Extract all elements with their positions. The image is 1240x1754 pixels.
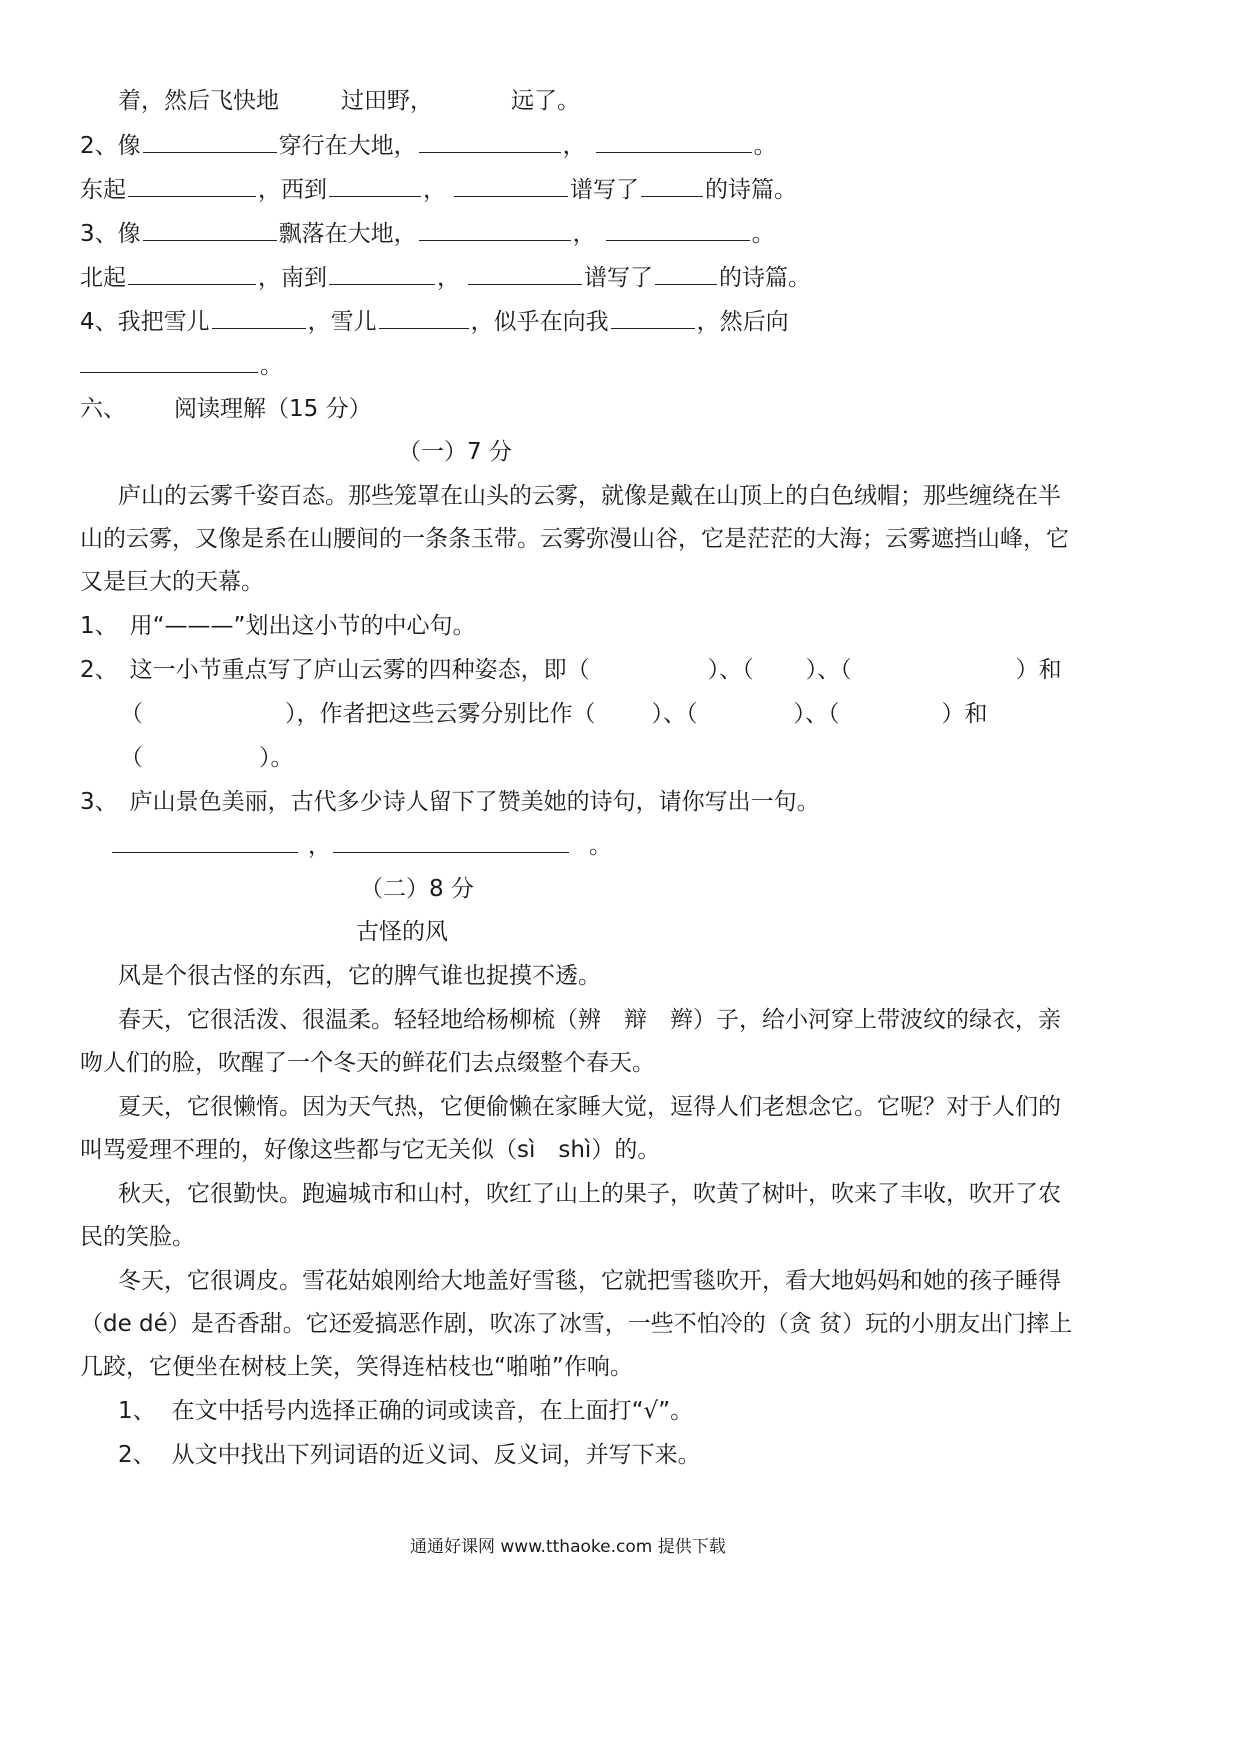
text: ）和 xyxy=(1015,657,1062,683)
text: 东起 xyxy=(80,177,126,203)
question-number: 1、 xyxy=(118,1398,156,1424)
question-text: 在文中括号内选择正确的词或读音，在上面打“√”。 xyxy=(171,1398,694,1424)
text: 我把雪儿 xyxy=(117,309,210,335)
text: 过田野， xyxy=(341,88,433,114)
answer-blank[interactable] xyxy=(641,174,703,197)
question-number: 2、 xyxy=(80,657,118,683)
text: 。 xyxy=(751,221,775,247)
text: 着，然后飞快地 xyxy=(118,88,279,114)
part1-title: （一）7 分 xyxy=(398,439,512,465)
s5-line1 xyxy=(118,86,580,116)
text: ，雪儿 xyxy=(307,309,377,335)
p1-question-3-answer xyxy=(112,830,612,861)
s5-q2b xyxy=(80,174,797,205)
question-number: 3、 xyxy=(80,221,118,247)
text: ）。 xyxy=(259,745,294,771)
text: 。 xyxy=(753,133,777,159)
s5-q4 xyxy=(80,306,789,337)
p1-question-3 xyxy=(80,787,820,817)
s5-q4b xyxy=(80,350,283,381)
answer-blank[interactable] xyxy=(143,218,277,241)
story-para: 秋天，它很勤快。跑遍城市和山村，吹红了山上的果子，吹黄了树叶，吹来了丰收，吹开了农 xyxy=(118,1181,1061,1207)
p1-question-2-cont xyxy=(120,699,988,729)
answer-blank[interactable] xyxy=(419,218,571,241)
answer-blank[interactable] xyxy=(329,262,435,285)
text: ，似乎在向我 xyxy=(470,309,609,335)
text: ）、（ xyxy=(651,701,698,727)
question-number: 2、 xyxy=(80,133,118,159)
answer-blank[interactable] xyxy=(212,306,306,329)
question-number: 1、 xyxy=(80,613,118,639)
text: ，然后向 xyxy=(696,309,789,335)
answer-blank[interactable] xyxy=(596,130,752,153)
story-para: 春天，它很活泼、很温柔。轻轻地给杨柳梳（辨 辩 辫）子，给小河穿上带波纹的绿衣，亲 xyxy=(118,1007,1061,1033)
s5-q3 xyxy=(80,218,775,249)
footer: 通通好课网 www.tthaoke.com 提供下载 xyxy=(410,1537,726,1557)
text: ， xyxy=(308,833,331,859)
s5-q2 xyxy=(80,130,777,161)
text: ）、（ xyxy=(805,657,852,683)
text: ， xyxy=(572,221,596,247)
s5-q3b xyxy=(80,262,811,293)
answer-blank[interactable] xyxy=(112,830,298,853)
text: 飘落在大地， xyxy=(278,221,417,247)
answer-blank[interactable] xyxy=(606,218,750,241)
text: 像 xyxy=(117,221,141,247)
question-number: 2、 xyxy=(118,1442,156,1468)
text: 谱写了 xyxy=(570,177,639,203)
text: ，南到 xyxy=(258,265,327,291)
answer-blank[interactable] xyxy=(454,174,568,197)
story-para: （de dé）是否香甜。它还爱搞恶作剧，吹冻了冰雪，一些不怕冷的（贪 贫）玩的小朋友出门摔上 xyxy=(80,1311,1073,1337)
section-number: 六、 xyxy=(80,396,126,422)
text: ， xyxy=(437,265,460,291)
text: 这一小节重点写了庐山云雾的四种姿态，即（ xyxy=(129,657,590,683)
story-para: 夏天，它很懒惰。因为天气热，它便偷懒在家睡大觉，逗得人们老想念它。它呢？对于人们的 xyxy=(118,1094,1061,1120)
answer-blank[interactable] xyxy=(333,830,569,853)
text: ， xyxy=(423,177,446,203)
text: ）和 xyxy=(941,701,988,727)
story-para: 风是个很古怪的东西，它的脾气谁也捉摸不透。 xyxy=(118,963,601,989)
story-para: 几跤，它便坐在树枝上笑，笑得连枯枝也“啪啪”作响。 xyxy=(80,1354,633,1380)
text: ），作者把这些云雾分别比作（ xyxy=(285,701,596,727)
text: ）、（ xyxy=(707,657,754,683)
text: 像 xyxy=(117,133,141,159)
text: 的诗篇。 xyxy=(705,177,797,203)
p1-question-2 xyxy=(80,655,1062,685)
text: 的诗篇。 xyxy=(719,265,811,291)
p1-question-1 xyxy=(80,611,475,641)
story-para: 叫骂爱理不理的，好像这些都与它无关似（sì shì）的。 xyxy=(80,1137,661,1163)
question-text: 庐山景色美丽，古代多少诗人留下了赞美她的诗句，请你写出一句。 xyxy=(129,789,820,815)
text: ，西到 xyxy=(258,177,327,203)
passage-line: 庐山的云雾千姿百态。那些笼罩在山头的云雾，就像是戴在山顶上的白色绒帽；那些缠绕在半 xyxy=(118,483,1061,509)
p2-question-1 xyxy=(118,1396,693,1426)
passage-line: 山的云雾，又像是系在山腰间的一条条玉带。云雾弥漫山谷，它是茫茫的大海；云雾遮挡山峰，它 xyxy=(80,526,1069,552)
text: 远了。 xyxy=(511,88,580,114)
part2-title: （二）8 分 xyxy=(360,876,474,902)
answer-blank[interactable] xyxy=(80,350,258,373)
answer-blank[interactable] xyxy=(143,130,277,153)
section-title: 阅读理解（15 分） xyxy=(174,396,372,422)
answer-blank[interactable] xyxy=(128,262,256,285)
story-para: 冬天，它很调皮。雪花姑娘刚给大地盖好雪毯，它就把雪毯吹开，看大地妈妈和她的孩子睡得 xyxy=(118,1268,1061,1294)
story-title: 古怪的风 xyxy=(356,919,448,945)
passage-line: 又是巨大的天幕。 xyxy=(80,569,264,595)
question-text: 用“———”划出这小节的中心句。 xyxy=(129,613,476,639)
answer-blank[interactable] xyxy=(468,262,582,285)
answer-blank[interactable] xyxy=(128,174,256,197)
text: ， xyxy=(562,133,586,159)
text: 穿行在大地， xyxy=(278,133,417,159)
text: ）、（ xyxy=(793,701,840,727)
text: 谱写了 xyxy=(584,265,653,291)
p1-question-2-cont2 xyxy=(120,743,294,773)
p2-question-2 xyxy=(118,1440,701,1470)
answer-blank[interactable] xyxy=(379,306,469,329)
question-text: 从文中找出下列词语的近义词、反义词，并写下来。 xyxy=(171,1442,701,1468)
story-para: 吻人们的脸，吹醒了一个冬天的鲜花们去点缀整个春天。 xyxy=(80,1050,655,1076)
story-para: 民的笑脸。 xyxy=(80,1224,195,1250)
text: （ xyxy=(120,745,143,771)
text: 。 xyxy=(589,833,612,859)
question-number: 4、 xyxy=(80,309,118,335)
answer-blank[interactable] xyxy=(419,130,561,153)
text: （ xyxy=(120,701,143,727)
question-number: 3、 xyxy=(80,789,118,815)
section-heading xyxy=(80,394,372,424)
answer-blank[interactable] xyxy=(329,174,421,197)
text: 。 xyxy=(260,353,283,379)
text: 北起 xyxy=(80,265,126,291)
answer-blank[interactable] xyxy=(611,306,695,329)
answer-blank[interactable] xyxy=(655,262,717,285)
